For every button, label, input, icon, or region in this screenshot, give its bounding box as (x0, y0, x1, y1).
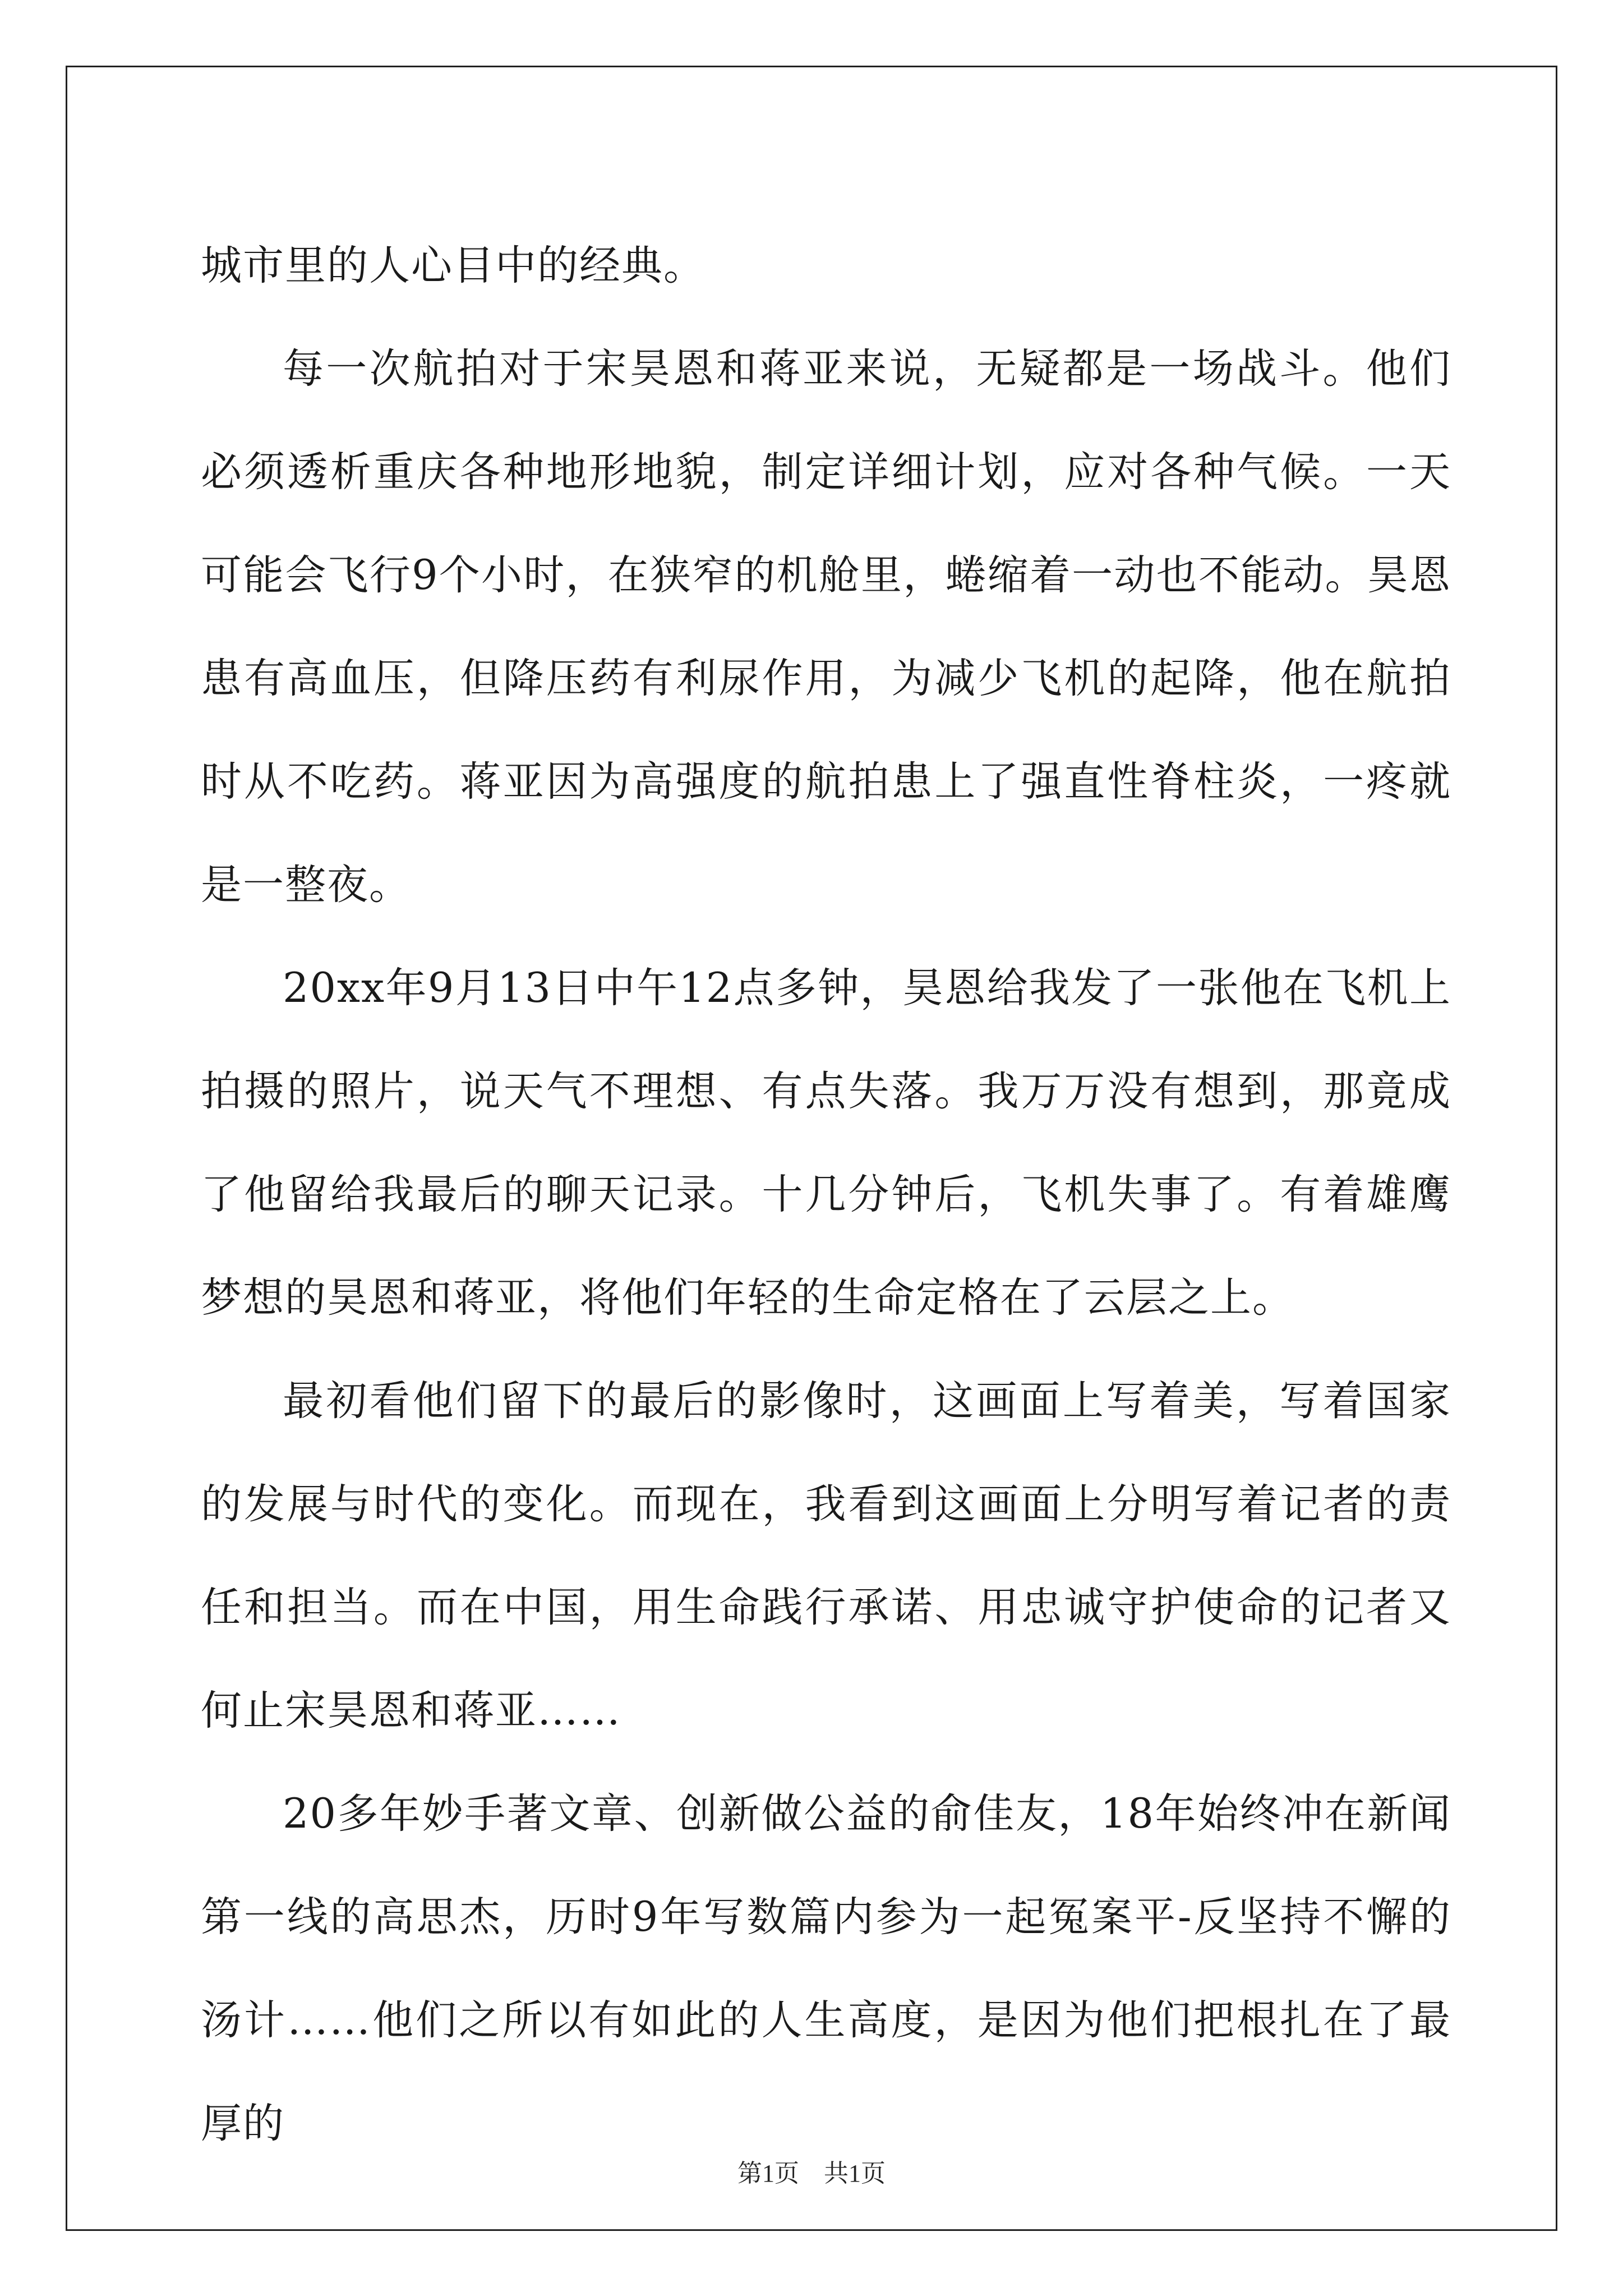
paragraph-5: 20多年妙手著文章、创新做公益的俞佳友，18年始终冲在新闻第一线的高思杰，历时9年写数篇内参为一起冤案平-反坚持不懈的汤计……他们之所以有如此的人生高度，是因为他们把根扎在了最厚的 (201, 1790, 1451, 2147)
paragraph-1: 城市里的人心目中的经典。 (201, 242, 706, 289)
paragraph-4: 最初看他们留下的最后的影像时，这画面上写着美，写着国家的发展与时代的变化。而现在，我看到这画面上分明写着记者的责任和担当。而在中国，用生命践行承诺、用忠诚守护使命的记者又何止宋昊恩和蒋亚…… (201, 1377, 1451, 1734)
paragraph-2: 每一次航拍对于宋昊恩和蒋亚来说，无疑都是一场战斗。他们必须透析重庆各种地形地貌，制定详细计划，应对各种气候。一天可能会飞行9个小时，在狭窄的机舱里，蜷缩着一动也不能动。昊恩患有高血压，但降压药有利尿作用，为减少飞机的起降，他在航拍时从不吃药。蒋亚因为高强度的航拍患上了强直性脊柱炎，一疼就是一整夜。 (201, 345, 1451, 909)
page-number: 第1页 (737, 2160, 799, 2187)
paragraph-3: 20xx年9月13日中午12点多钟，昊恩给我发了一张他在飞机上拍摄的照片，说天气不理想、有点失落。我万万没有想到，那竟成了他留给我最后的聊天记录。十几分钟后，飞机失事了。有着雄鹰梦想的昊恩和蒋亚，将他们年轻的生命定格在了云层之上。 (201, 964, 1451, 1322)
page-total: 共1页 (824, 2160, 886, 2187)
document-body (201, 214, 1451, 2175)
page-footer (0, 2157, 1623, 2191)
